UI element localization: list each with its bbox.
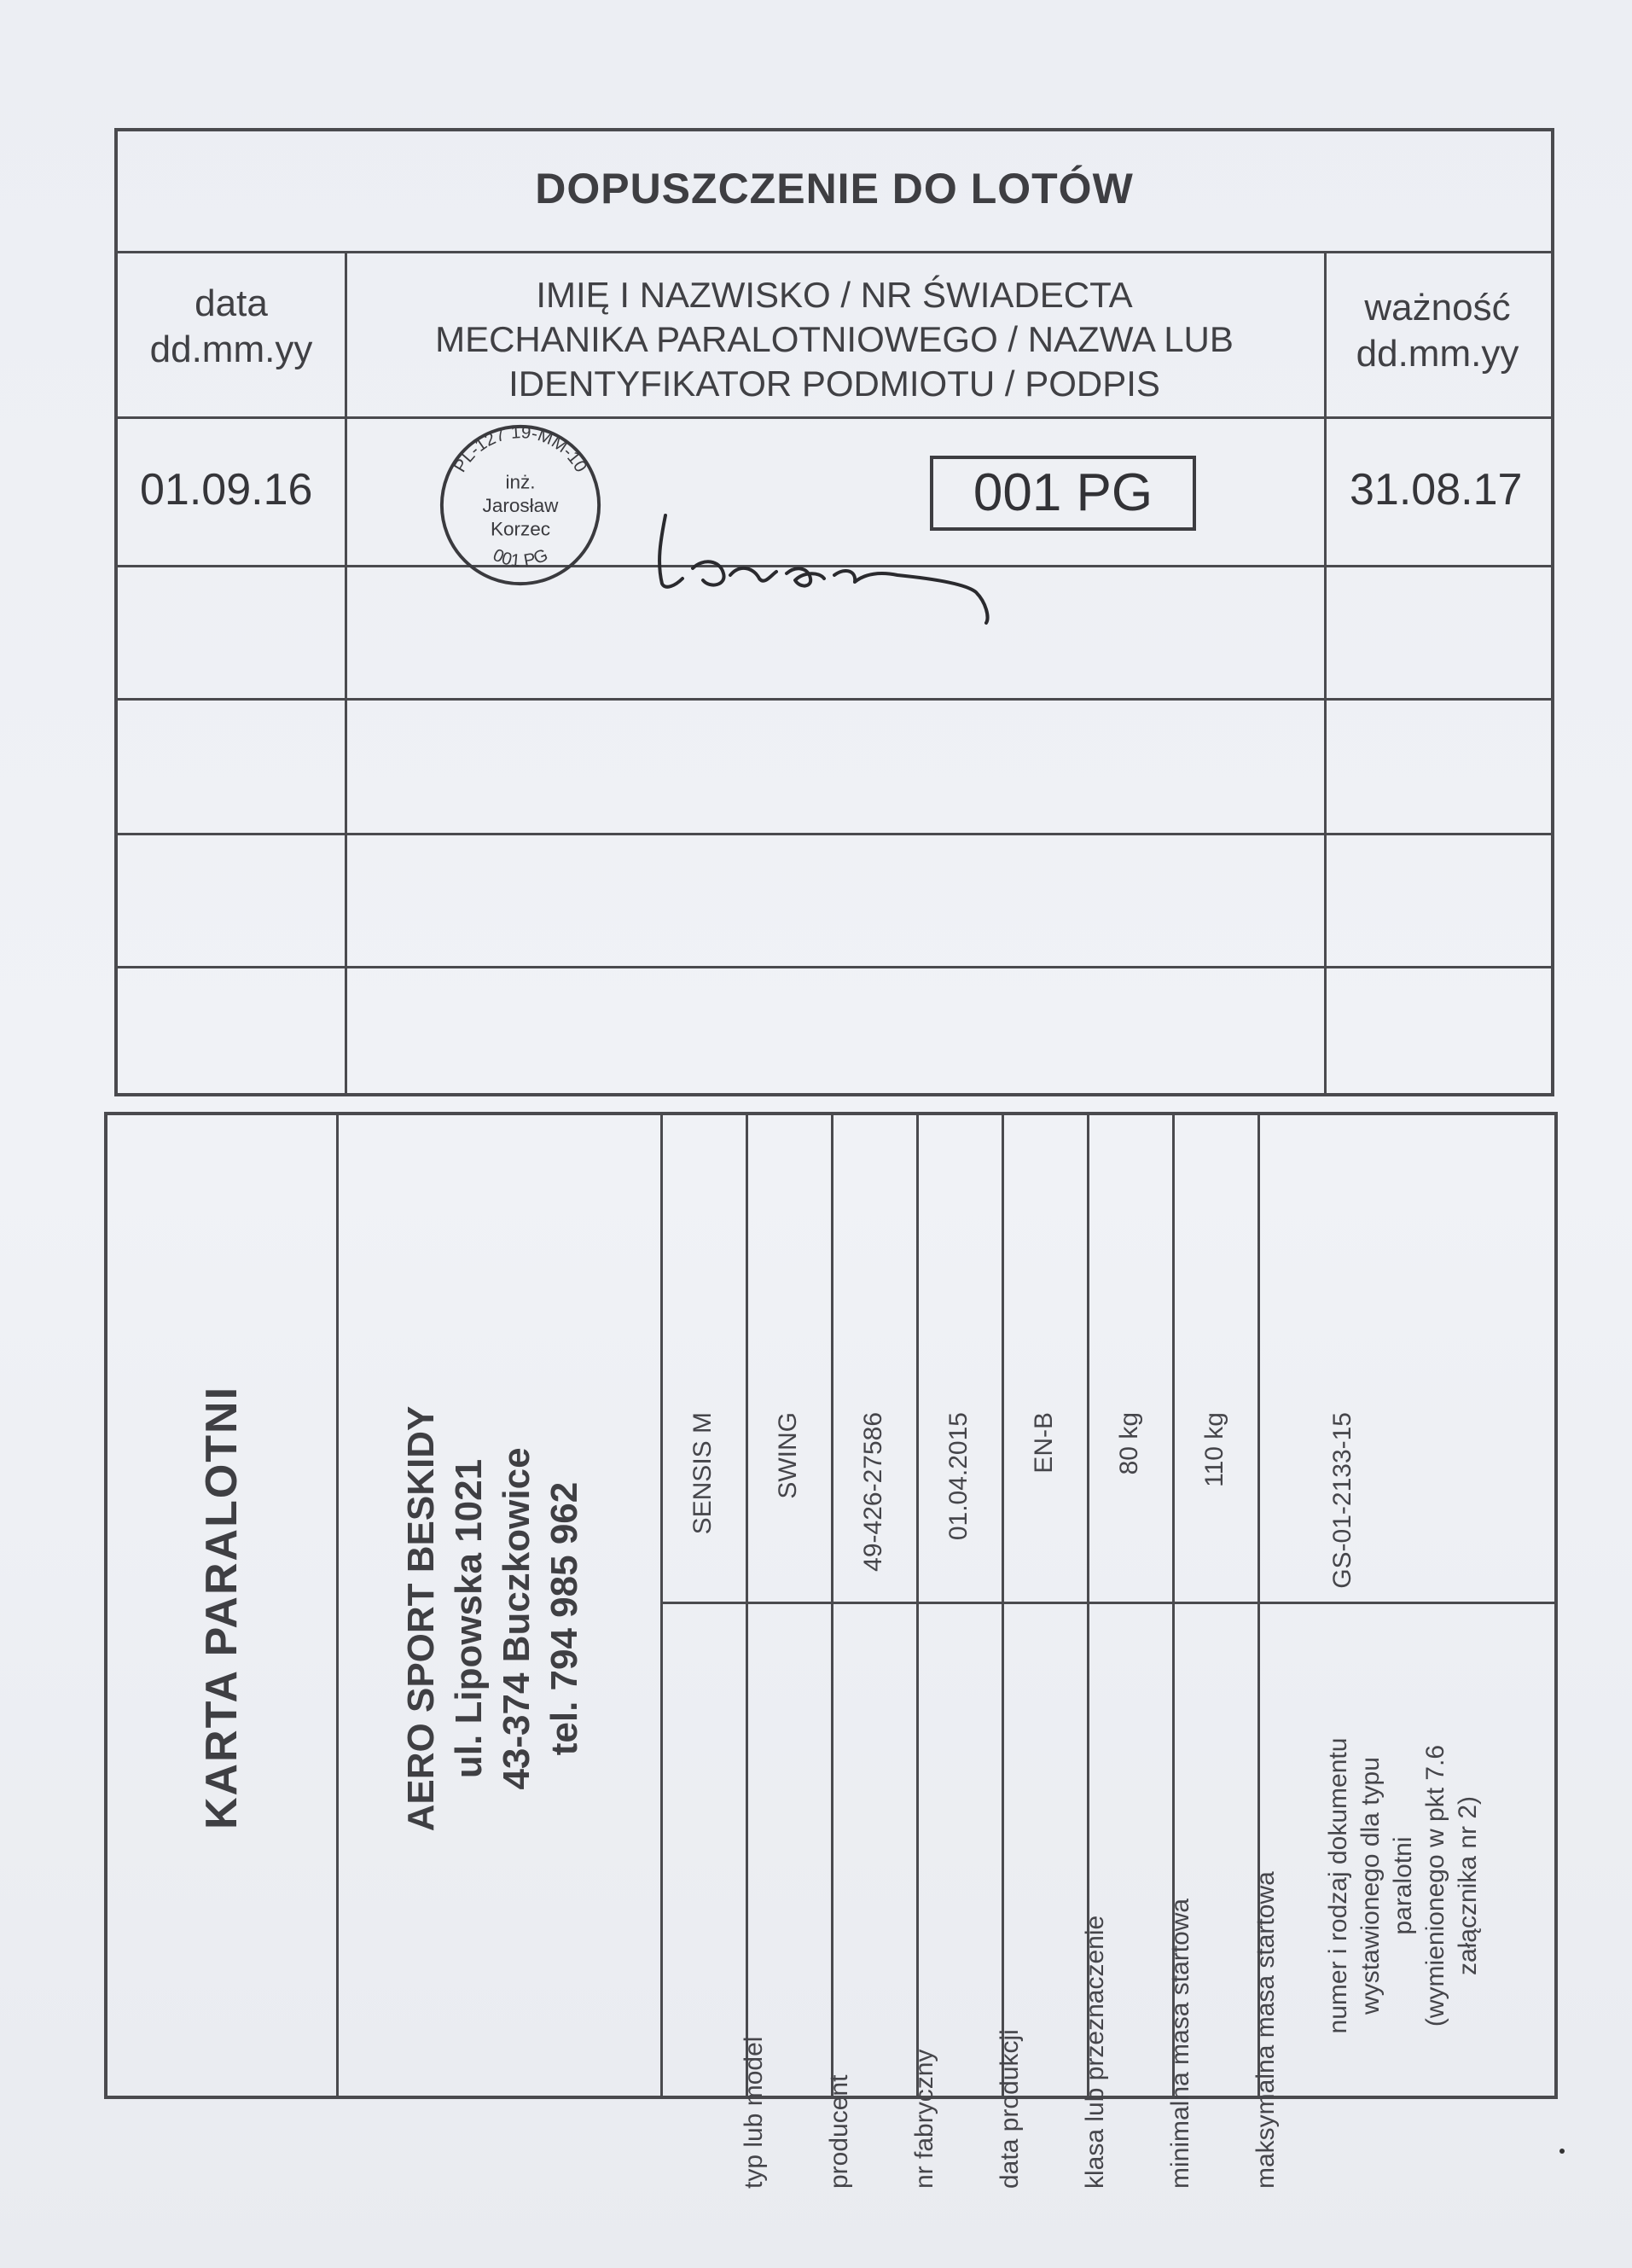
stamp-inner-line: Jarosław bbox=[482, 494, 559, 516]
table-title: DOPUSZCZENIE DO LOTÓW bbox=[535, 165, 1134, 212]
stamp-inner-line: inż. bbox=[505, 471, 536, 493]
label-class: klasa lub przeznaczenie bbox=[1081, 1915, 1109, 2189]
mechanic-stamp bbox=[437, 422, 604, 589]
operator-address: AERO SPORT BESKIDY ul. Lipowska 1021 43-374 Buczkowice tel. 794 985 962 bbox=[400, 1405, 585, 1832]
value-min-takeoff-mass: 80 kg bbox=[1115, 1412, 1143, 1475]
row-date-value: 01.09.16 bbox=[140, 465, 313, 515]
label-type-document: numer i rodzaj dokumentu wystawionego dla typu paralotni (wymienionego w pkt 7.6 załącznika nr 2) bbox=[1324, 1737, 1482, 2034]
row-divider bbox=[118, 698, 1551, 701]
page-speck bbox=[1559, 2149, 1565, 2154]
value-max-takeoff-mass: 110 kg bbox=[1200, 1412, 1228, 1487]
label-production-date: data produkcji bbox=[996, 2029, 1024, 2189]
column-divider bbox=[1324, 251, 1327, 1093]
column-divider bbox=[660, 1115, 663, 2096]
label-serial-number: nr fabryczny bbox=[910, 2049, 938, 2189]
row-divider bbox=[118, 966, 1551, 968]
paraglider-card-table bbox=[104, 1112, 1558, 2189]
header-date-text: data dd.mm.yy bbox=[149, 282, 313, 370]
value-model: SENSIS M bbox=[688, 1412, 717, 1535]
header-name bbox=[345, 273, 1324, 406]
row-divider bbox=[118, 416, 1551, 419]
stamp-inner-line: Korzec bbox=[490, 518, 551, 540]
certificate-number: 001 PG bbox=[973, 463, 1153, 522]
handwritten-signature bbox=[642, 490, 1119, 626]
stamp-outer-text: PL-127 19-MM-10 bbox=[450, 422, 591, 476]
value-producer: SWING bbox=[774, 1412, 802, 1499]
header-validity bbox=[1324, 285, 1551, 377]
stamp-bottom-text: 001 PG bbox=[490, 544, 551, 571]
label-max-takeoff-mass: maksymalna masa startowa bbox=[1252, 1871, 1280, 2189]
value-class: EN-B bbox=[1030, 1412, 1058, 1474]
row-divider bbox=[118, 833, 1551, 835]
header-validity-text: ważność dd.mm.yy bbox=[1356, 287, 1519, 375]
column-divider bbox=[336, 1115, 339, 2096]
label-model: typ lub model bbox=[740, 2036, 768, 2189]
card-title: KARTA PARALOTNI bbox=[197, 1385, 247, 1830]
label-producer: producent bbox=[825, 2074, 853, 2189]
row-divider bbox=[118, 251, 1551, 253]
flight-approval-table bbox=[114, 128, 1554, 1096]
header-date bbox=[118, 281, 345, 373]
value-production-date: 01.04.2015 bbox=[944, 1412, 973, 1541]
header-name-text: IMIĘ I NAZWISKO / NR ŚWIADECTA MECHANIKA PARALOTNIOWEGO / NAZWA LUB IDENTYFIKATOR PODMIOTU / PODPIS bbox=[435, 275, 1234, 404]
value-type-document: GS-01-2133-15 bbox=[1328, 1412, 1356, 1589]
row-validity-value: 31.08.17 bbox=[1350, 465, 1523, 515]
label-min-takeoff-mass: minimalna masa startowa bbox=[1166, 1898, 1194, 2189]
value-serial-number: 49-426-27586 bbox=[859, 1412, 887, 1572]
